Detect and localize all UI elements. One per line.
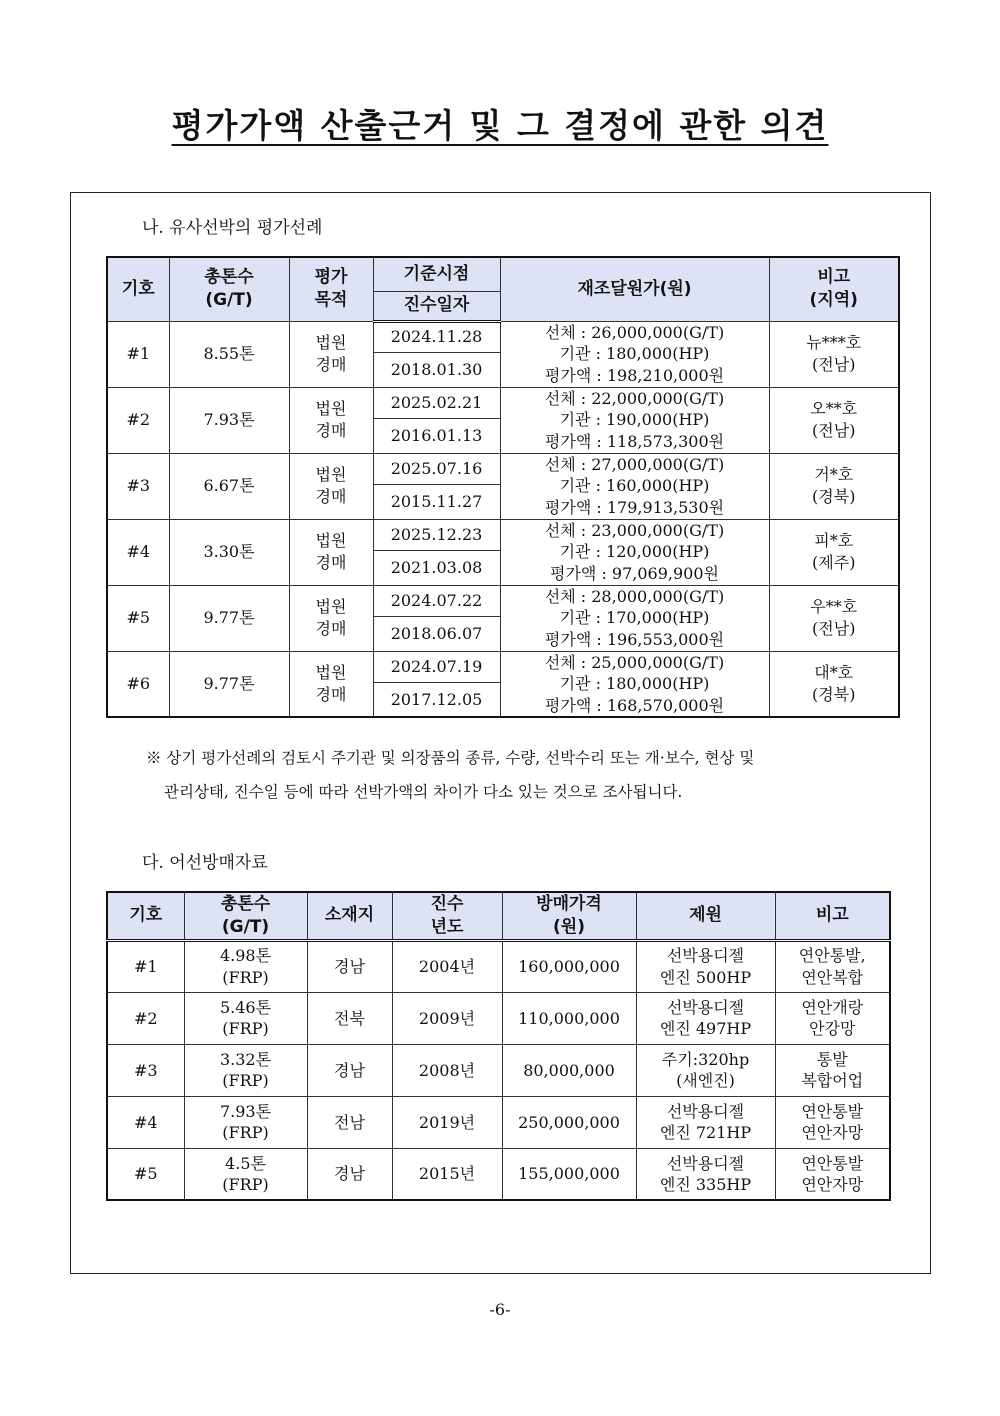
row-purpose	[289, 651, 373, 717]
appraised-value: 평가액 : 118,573,300원	[544, 431, 725, 451]
remark-line-1: 연안통발	[801, 1153, 864, 1173]
row-symbol: #4	[107, 519, 169, 585]
hull-cost: 선체 : 27,000,000(G/T)	[544, 454, 725, 474]
note-line-2: 관리상태, 진수일 등에 따라 선박가액의 차이가 다소 있는 것으로 조사됩니다.	[164, 783, 683, 801]
row-symbol: #2	[107, 992, 184, 1044]
spec-line-1: 선박용디젤	[666, 1101, 745, 1121]
row-spec	[636, 1096, 775, 1148]
row-symbol: #1	[107, 940, 184, 992]
row-tonnage	[184, 940, 307, 992]
row-remark	[769, 453, 899, 519]
section-heading-sale-data: 다. 어선방매자료	[142, 853, 268, 873]
row-launch-year: 2019년	[392, 1096, 502, 1148]
similar-vessel-appraisal-table	[106, 256, 900, 718]
engine-cost: 기관 : 170,000(HP)	[559, 608, 710, 628]
appraised-value: 평가액 : 196,553,000원	[544, 629, 725, 649]
row-purpose	[289, 519, 373, 585]
region: (경북)	[812, 487, 856, 506]
row-replacement-cost	[500, 321, 769, 387]
row-launch-year: 2009년	[392, 992, 502, 1044]
row-remark	[775, 1096, 890, 1148]
spec-line-1: 선박용디젤	[666, 946, 745, 966]
table-row	[107, 1096, 890, 1148]
row-tonnage: 3.30톤	[169, 519, 289, 585]
header-replacement-cost: 재조달원가(원)	[500, 257, 769, 321]
hull-material: (FRP)	[222, 1175, 269, 1195]
table-row	[107, 1148, 890, 1200]
header-sale-price: 방매가격 (원)	[502, 892, 636, 940]
header-symbol: 기호	[107, 257, 169, 321]
spec-line-2: 엔진 500HP	[659, 967, 752, 987]
row-tonnage: 7.93톤	[169, 387, 289, 453]
row-launch-date: 2016.01.13	[373, 418, 500, 453]
table-row	[107, 453, 899, 484]
hull-material: (FRP)	[222, 1071, 269, 1091]
row-remark	[775, 1148, 890, 1200]
row-tonnage: 6.67톤	[169, 453, 289, 519]
header-spec: 제원	[636, 892, 775, 940]
row-launch-date: 2018.01.30	[373, 352, 500, 387]
row-tonnage	[184, 1148, 307, 1200]
tonnage-value: 5.46톤	[219, 997, 272, 1017]
region: (제주)	[812, 553, 856, 572]
row-launch-year: 2015년	[392, 1148, 502, 1200]
tonnage-value: 4.98톤	[219, 946, 272, 966]
row-location: 경남	[307, 940, 392, 992]
row-replacement-cost	[500, 585, 769, 651]
table-row	[107, 940, 890, 992]
header-tonnage: 총톤수 (G/T)	[184, 892, 307, 940]
ship-name: 거*호	[814, 465, 854, 485]
remark-line-1: 연안개랑	[801, 997, 864, 1017]
row-sale-price: 155,000,000	[502, 1148, 636, 1200]
header-location: 소재지	[307, 892, 392, 940]
purpose-line-1: 법원	[315, 465, 347, 485]
header-purpose: 평가 목적	[289, 257, 373, 321]
table-row	[107, 519, 899, 550]
row-sale-price: 80,000,000	[502, 1044, 636, 1096]
engine-cost: 기관 : 180,000(HP)	[559, 344, 710, 364]
row-tonnage: 9.77톤	[169, 651, 289, 717]
engine-cost: 기관 : 160,000(HP)	[559, 476, 710, 496]
row-location: 전북	[307, 992, 392, 1044]
remark-line-2: 연안복합	[801, 967, 864, 987]
row-sale-price: 250,000,000	[502, 1096, 636, 1148]
row-tonnage	[184, 1044, 307, 1096]
hull-material: (FRP)	[222, 967, 269, 987]
appraised-value: 평가액 : 198,210,000원	[544, 365, 725, 385]
row-spec	[636, 940, 775, 992]
row-purpose	[289, 387, 373, 453]
region: (전남)	[812, 355, 856, 374]
hull-cost: 선체 : 28,000,000(G/T)	[544, 586, 725, 606]
tonnage-value: 3.32톤	[219, 1049, 272, 1069]
header-tonnage: 총톤수 (G/T)	[169, 257, 289, 321]
appraised-value: 평가액 : 97,069,900원	[550, 563, 719, 583]
tonnage-value: 4.5톤	[225, 1153, 266, 1173]
row-base-date: 2024.07.22	[373, 585, 500, 616]
row-purpose	[289, 453, 373, 519]
purpose-line-2: 경매	[315, 684, 347, 704]
row-spec	[636, 992, 775, 1044]
row-symbol: #4	[107, 1096, 184, 1148]
header-base-date: 기준시점	[373, 257, 500, 291]
header-symbol: 기호	[107, 892, 184, 940]
table-row	[107, 1044, 890, 1096]
row-replacement-cost	[500, 519, 769, 585]
table-row	[107, 387, 899, 418]
row-tonnage	[184, 1096, 307, 1148]
row-base-date: 2024.11.28	[373, 321, 500, 352]
page-number: -6-	[489, 1300, 511, 1319]
row-sale-price: 160,000,000	[502, 940, 636, 992]
hull-cost: 선체 : 23,000,000(G/T)	[544, 520, 725, 540]
row-remark	[775, 992, 890, 1044]
purpose-line-1: 법원	[315, 333, 347, 353]
row-launch-date: 2015.11.27	[373, 484, 500, 519]
remark-line-1: 연안통발,	[798, 946, 866, 966]
header-remark-region: 비고 (지역)	[769, 257, 899, 321]
ship-name: 우**호	[810, 597, 858, 617]
appraised-value: 평가액 : 168,570,000원	[544, 695, 725, 715]
row-spec	[636, 1148, 775, 1200]
purpose-line-1: 법원	[315, 531, 347, 551]
row-symbol: #3	[107, 453, 169, 519]
table-row	[107, 585, 899, 616]
engine-cost: 기관 : 190,000(HP)	[559, 410, 710, 430]
hull-material: (FRP)	[222, 1019, 269, 1039]
purpose-line-2: 경매	[315, 421, 347, 440]
row-symbol: #6	[107, 651, 169, 717]
purpose-line-1: 법원	[315, 597, 347, 617]
page-title: 평가가액 산출근거 및 그 결정에 관한 의견	[171, 106, 829, 145]
row-remark	[775, 940, 890, 992]
remark-line-1: 연안통발	[801, 1101, 864, 1121]
row-purpose	[289, 321, 373, 387]
hull-cost: 선체 : 25,000,000(G/T)	[544, 652, 725, 672]
row-tonnage	[184, 992, 307, 1044]
row-location: 경남	[307, 1044, 392, 1096]
note-line-1: ※ 상기 평가선례의 검토시 주기관 및 의장품의 종류, 수량, 선박수리 또는 개·보수, 현상 및	[146, 749, 755, 767]
header-launch-date: 진수일자	[373, 291, 500, 321]
tonnage-value: 7.93톤	[219, 1101, 272, 1121]
ship-name: 뉴***호	[806, 333, 862, 353]
remark-line-2: 연안자망	[801, 1175, 864, 1195]
header-launch-year: 진수 년도	[392, 892, 502, 940]
row-replacement-cost	[500, 387, 769, 453]
row-symbol: #1	[107, 321, 169, 387]
ship-name: 피*호	[814, 531, 854, 551]
spec-line-1: 주기:320hp	[661, 1049, 750, 1069]
spec-line-2: 엔진 721HP	[659, 1123, 752, 1143]
row-sale-price: 110,000,000	[502, 992, 636, 1044]
section-heading-similar-cases: 나. 유사선박의 평가선례	[142, 218, 323, 238]
remark-line-2: 안강망	[809, 1019, 856, 1039]
row-remark	[769, 321, 899, 387]
row-location: 경남	[307, 1148, 392, 1200]
row-tonnage: 9.77톤	[169, 585, 289, 651]
row-remark	[769, 387, 899, 453]
table-row	[107, 651, 899, 682]
spec-line-1: 선박용디젤	[666, 997, 745, 1017]
region: (전남)	[812, 421, 856, 440]
engine-cost: 기관 : 180,000(HP)	[559, 674, 710, 694]
appraised-value: 평가액 : 179,913,530원	[544, 497, 725, 517]
row-spec	[636, 1044, 775, 1096]
row-symbol: #5	[107, 585, 169, 651]
remark-line-2: 연안자망	[801, 1123, 864, 1143]
header-remark: 비고	[775, 892, 890, 940]
row-replacement-cost	[500, 453, 769, 519]
row-base-date: 2025.07.16	[373, 453, 500, 484]
row-launch-date: 2017.12.05	[373, 682, 500, 717]
vessel-sale-table	[106, 891, 891, 1201]
row-symbol: #2	[107, 387, 169, 453]
region: (전남)	[812, 619, 856, 638]
ship-name: 오**호	[810, 399, 858, 419]
hull-cost: 선체 : 22,000,000(G/T)	[544, 388, 725, 408]
row-base-date: 2025.02.21	[373, 387, 500, 418]
row-launch-date: 2021.03.08	[373, 550, 500, 585]
remark-line-2: 복합어업	[801, 1071, 864, 1091]
row-tonnage: 8.55톤	[169, 321, 289, 387]
region: (경북)	[812, 684, 856, 704]
row-remark	[769, 651, 899, 717]
row-purpose	[289, 585, 373, 651]
row-remark	[769, 519, 899, 585]
purpose-line-2: 경매	[315, 487, 347, 506]
spec-line-2: (새엔진)	[676, 1071, 735, 1091]
row-remark	[775, 1044, 890, 1096]
purpose-line-2: 경매	[315, 553, 347, 572]
row-symbol: #3	[107, 1044, 184, 1096]
row-remark	[769, 585, 899, 651]
row-location: 전남	[307, 1096, 392, 1148]
purpose-line-2: 경매	[315, 619, 347, 638]
remark-line-1: 통발	[816, 1049, 848, 1069]
row-symbol: #5	[107, 1148, 184, 1200]
row-replacement-cost	[500, 651, 769, 717]
row-launch-year: 2004년	[392, 940, 502, 992]
row-launch-year: 2008년	[392, 1044, 502, 1096]
engine-cost: 기관 : 120,000(HP)	[559, 542, 710, 562]
hull-cost: 선체 : 26,000,000(G/T)	[544, 322, 725, 342]
purpose-line-1: 법원	[315, 399, 347, 419]
row-base-date: 2024.07.19	[373, 651, 500, 682]
ship-name: 대*호	[814, 663, 854, 683]
spec-line-1: 선박용디젤	[666, 1153, 745, 1173]
hull-material: (FRP)	[222, 1123, 269, 1143]
spec-line-2: 엔진 335HP	[659, 1175, 752, 1195]
table-row	[107, 321, 899, 352]
purpose-line-2: 경매	[315, 355, 347, 374]
spec-line-2: 엔진 497HP	[659, 1019, 752, 1039]
row-base-date: 2025.12.23	[373, 519, 500, 550]
row-launch-date: 2018.06.07	[373, 616, 500, 651]
table-row	[107, 992, 890, 1044]
purpose-line-1: 법원	[315, 663, 347, 683]
